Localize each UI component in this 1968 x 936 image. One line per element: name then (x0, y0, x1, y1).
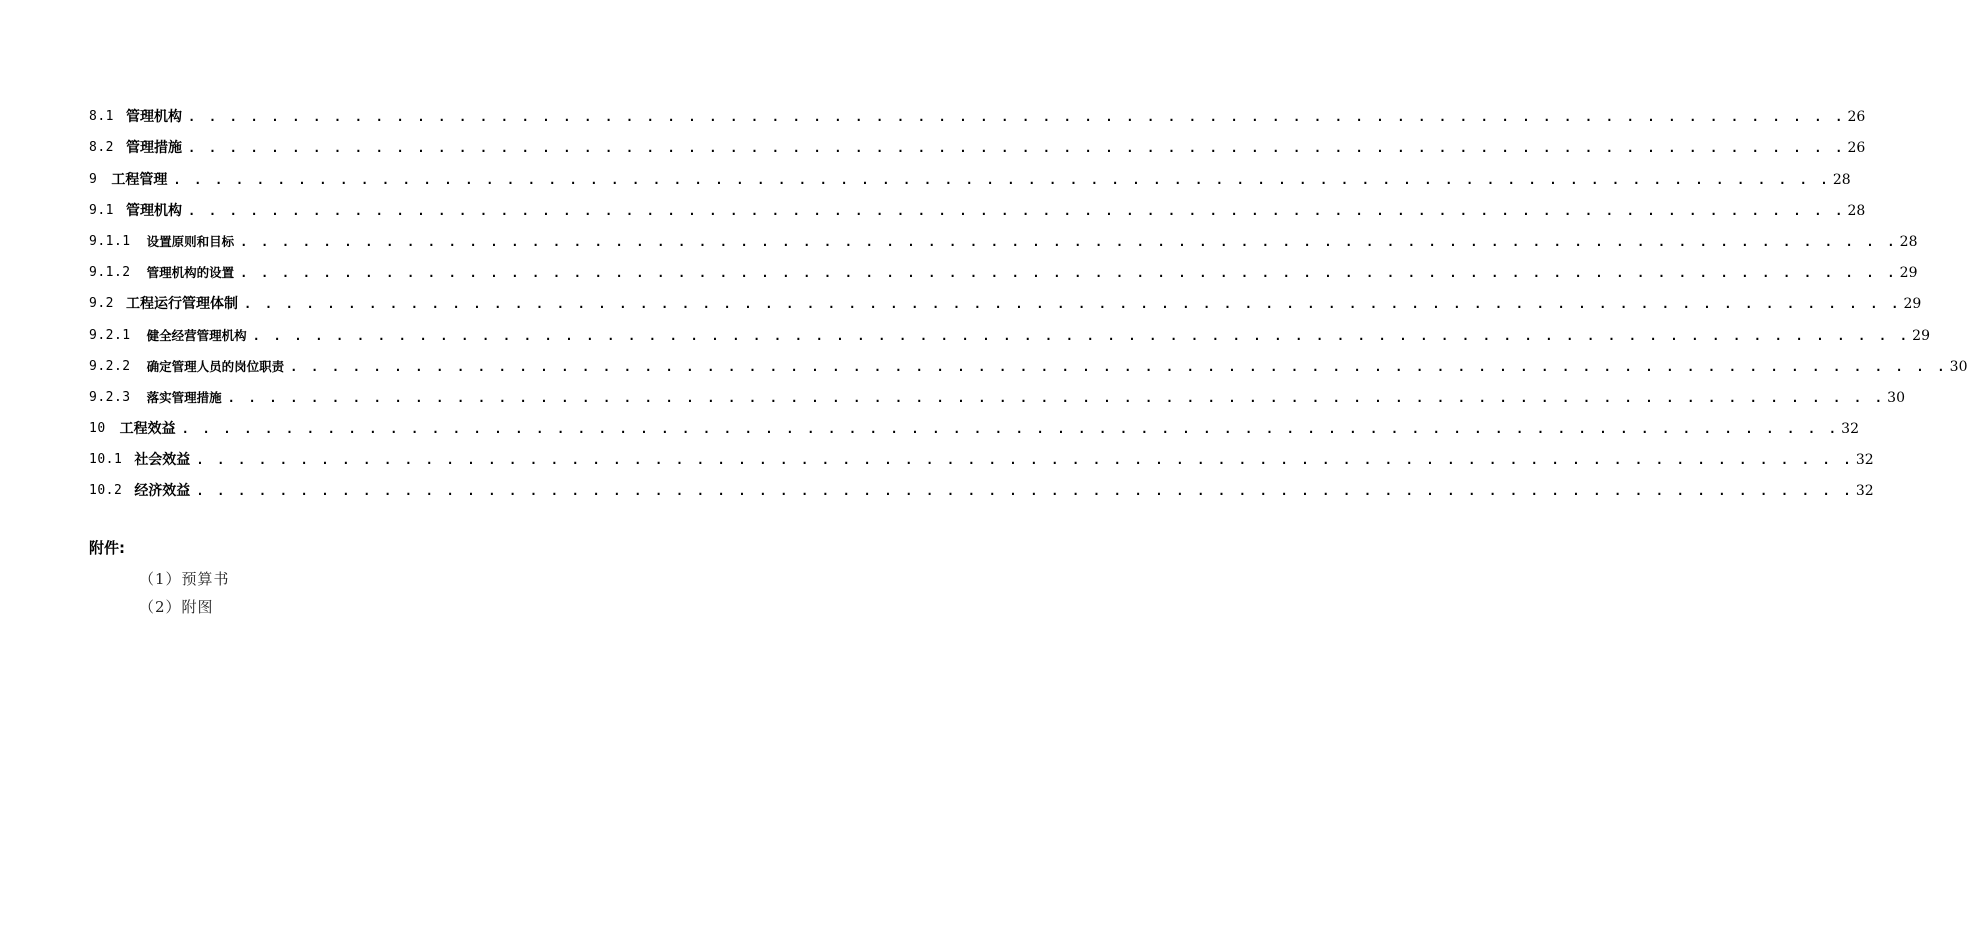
toc-entry[interactable] (89, 312, 1930, 344)
toc-entry-page-number: 30 (1887, 389, 1905, 406)
toc-entry-title: 管理机构的设置 (146, 265, 235, 281)
toc-entry-title: 管理机构 (125, 109, 182, 126)
toc-entry-title: 管理机构 (125, 202, 182, 219)
toc-entry-title: 确定管理人员的岗位职责 (146, 358, 285, 374)
toc-entry[interactable] (89, 94, 1866, 126)
toc-entry-page-number: 26 (1847, 109, 1866, 126)
toc-entry-page-number: 29 (1903, 296, 1922, 313)
toc-entry-page-number: 32 (1855, 483, 1874, 500)
toc-dot-leader: . . . . . . . . . . . . . . . . . . . . . . . . . . . . . . . . . . . . . . . . . . . . . . . . . . . . . . . . . . . . . . . . . . . . . . . . . . . . . . . . (187, 141, 1846, 156)
toc-entry-number: 9.1 (89, 202, 114, 218)
toc-entry-page-number: 28 (1832, 171, 1851, 188)
appendix-item-budget: （1）预算书 (139, 570, 230, 588)
toc-entry-title: 设置原则和目标 (146, 233, 235, 249)
table-of-contents (89, 94, 1968, 500)
toc-entry-number: 9 (89, 171, 98, 187)
toc-entry-number: 9.2 (89, 296, 114, 312)
toc-entry[interactable] (89, 219, 1918, 250)
toc-dot-leader: . . . . . . . . . . . . . . . . . . . . . . . . . . . . . . . . . . . . . . . . . . . . . . . . . . . . . . . . . . . . . . . . . . . . . . . . . . . . . . . . (227, 390, 1886, 405)
toc-entry[interactable] (89, 344, 1968, 375)
toc-entry[interactable] (89, 125, 1866, 157)
toc-dot-leader: . . . . . . . . . . . . . . . . . . . . . . . . . . . . . . . . . . . . . . . . . . . . . . . . . . . . . . . . . . . . . . . . . . . . . . . . . . . . . . . . (252, 328, 1911, 343)
toc-entry-title: 经济效益 (134, 483, 191, 500)
toc-entry[interactable] (89, 281, 1922, 313)
appendix-title: 附件: (89, 539, 125, 557)
appendix-section (89, 537, 230, 621)
toc-entry-page-number: 29 (1912, 327, 1930, 344)
toc-entry[interactable] (89, 188, 1866, 219)
toc-entry-number: 8.2 (89, 140, 114, 156)
toc-dot-leader: . . . . . . . . . . . . . . . . . . . . . . . . . . . . . . . . . . . . . . . . . . . . . . . . . . . . . . . . . . . . . . . . . . . . . . . . . . . . . . . . (240, 234, 1898, 249)
toc-dot-leader: . . . . . . . . . . . . . . . . . . . . . . . . . . . . . . . . . . . . . . . . . . . . . . . . . . . . . . . . . . . . . . . . . . . . . . . . . . . . . . . . (196, 453, 1854, 468)
toc-entry-number: 9.2.1 (89, 327, 131, 343)
toc-entry[interactable] (89, 375, 1905, 406)
toc-entry-number: 9.2.3 (89, 389, 131, 405)
toc-entry-title: 社会效益 (134, 452, 191, 469)
toc-entry-title: 落实管理措施 (146, 389, 222, 405)
toc-entry-title: 工程管理 (111, 171, 168, 188)
toc-dot-leader: . . . . . . . . . . . . . . . . . . . . . . . . . . . . . . . . . . . . . . . . . . . . . . . . . . . . . . . . . . . . . . . . . . . . . . . . . . . . . . . . (243, 297, 1902, 312)
toc-entry-page-number: 28 (1847, 202, 1866, 219)
toc-dot-leader: . . . . . . . . . . . . . . . . . . . . . . . . . . . . . . . . . . . . . . . . . . . . . . . . . . . . . . . . . . . . . . . . . . . . . . . . . . . . . . . . (173, 172, 1831, 187)
toc-dot-leader: . . . . . . . . . . . . . . . . . . . . . . . . . . . . . . . . . . . . . . . . . . . . . . . . . . . . . . . . . . . . . . . . . . . . . . . . . . . . . . . . (187, 110, 1846, 125)
toc-entry-number: 9.1.1 (89, 233, 131, 249)
toc-entry[interactable] (89, 468, 1874, 500)
appendix-item-drawings: （2）附图 (139, 598, 214, 616)
toc-entry-page-number: 26 (1847, 140, 1866, 157)
toc-entry-title: 工程运行管理体制 (125, 296, 238, 313)
toc-entry-number: 10 (89, 421, 106, 437)
toc-entry-page-number: 28 (1899, 233, 1918, 250)
toc-entry-title: 管理措施 (125, 140, 182, 157)
toc-entry-number: 9.1.2 (89, 265, 131, 281)
toc-entry[interactable] (89, 437, 1874, 469)
toc-dot-leader: . . . . . . . . . . . . . . . . . . . . . . . . . . . . . . . . . . . . . . . . . . . . . . . . . . . . . . . . . . . . . . . . . . . . . . . . . . . . . . . . (290, 359, 1948, 374)
toc-entry-number: 10.2 (89, 483, 123, 499)
toc-entry-title: 健全经营管理机构 (146, 327, 247, 343)
toc-dot-leader: . . . . . . . . . . . . . . . . . . . . . . . . . . . . . . . . . . . . . . . . . . . . . . . . . . . . . . . . . . . . . . . . . . . . . . . . . . . . . . . . (240, 266, 1898, 281)
toc-entry-title: 工程效益 (119, 421, 176, 438)
toc-entry-number: 8.1 (89, 109, 114, 125)
toc-entry-page-number: 32 (1841, 421, 1859, 438)
toc-entry-page-number: 32 (1855, 452, 1874, 469)
toc-entry-number: 10.1 (89, 452, 123, 468)
toc-entry-page-number: 30 (1949, 358, 1968, 375)
toc-dot-leader: . . . . . . . . . . . . . . . . . . . . . . . . . . . . . . . . . . . . . . . . . . . . . . . . . . . . . . . . . . . . . . . . . . . . . . . . . . . . . . . . (181, 422, 1840, 437)
toc-entry[interactable] (89, 156, 1851, 188)
toc-entry[interactable] (89, 250, 1918, 282)
toc-dot-leader: . . . . . . . . . . . . . . . . . . . . . . . . . . . . . . . . . . . . . . . . . . . . . . . . . . . . . . . . . . . . . . . . . . . . . . . . . . . . . . . . (196, 484, 1854, 499)
toc-entry-page-number: 29 (1899, 265, 1918, 282)
toc-entry[interactable] (89, 406, 1859, 438)
toc-dot-leader: . . . . . . . . . . . . . . . . . . . . . . . . . . . . . . . . . . . . . . . . . . . . . . . . . . . . . . . . . . . . . . . . . . . . . . . . . . . . . . . . (187, 203, 1846, 218)
toc-entry-number: 9.2.2 (89, 358, 131, 374)
